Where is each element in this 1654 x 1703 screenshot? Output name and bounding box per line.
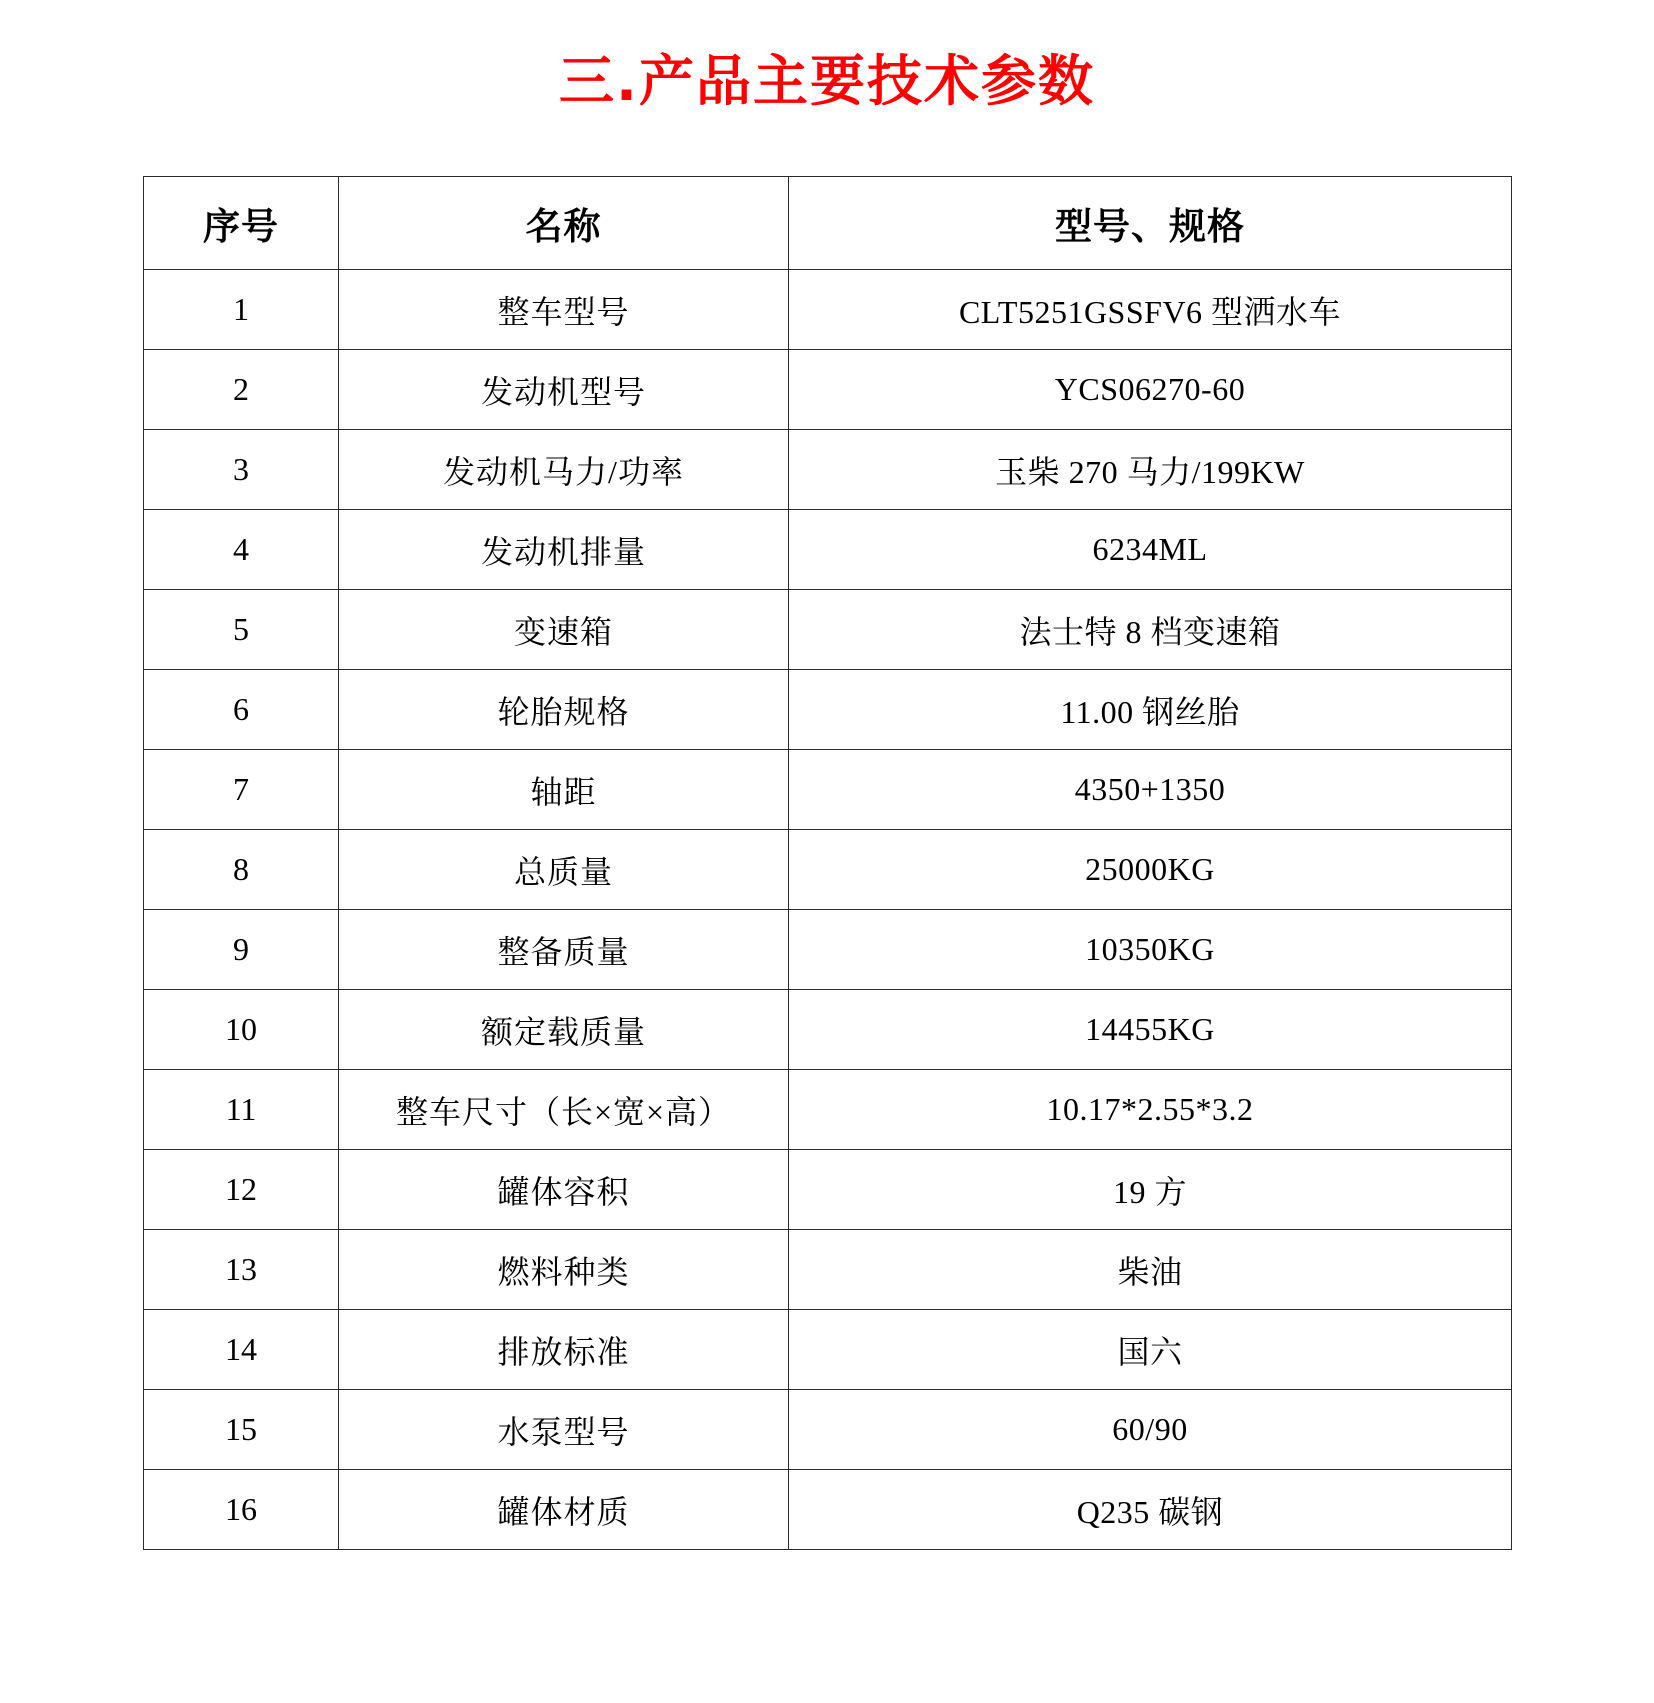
cell-name: 整备质量 <box>339 910 789 990</box>
cell-spec: 玉柴 270 马力/199KW <box>789 430 1512 510</box>
cell-index: 15 <box>144 1390 339 1470</box>
table-row <box>144 430 1512 510</box>
cell-index: 2 <box>144 350 339 430</box>
cell-spec: 10.17*2.55*3.2 <box>789 1070 1512 1150</box>
cell-spec: 14455KG <box>789 990 1512 1070</box>
cell-name: 发动机马力/功率 <box>339 430 789 510</box>
cell-spec: 25000KG <box>789 830 1512 910</box>
cell-index: 8 <box>144 830 339 910</box>
cell-index: 1 <box>144 270 339 350</box>
table-row <box>144 350 1512 430</box>
cell-index: 14 <box>144 1310 339 1390</box>
table-header-row <box>144 177 1512 270</box>
cell-name: 轮胎规格 <box>339 670 789 750</box>
cell-index: 6 <box>144 670 339 750</box>
cell-name: 排放标准 <box>339 1310 789 1390</box>
table-row <box>144 590 1512 670</box>
cell-index: 7 <box>144 750 339 830</box>
table-body <box>144 270 1512 1550</box>
column-header-index: 序号 <box>144 177 339 270</box>
cell-spec: 19 方 <box>789 1150 1512 1230</box>
cell-index: 13 <box>144 1230 339 1310</box>
cell-spec: Q235 碳钢 <box>789 1470 1512 1550</box>
column-header-name: 名称 <box>339 177 789 270</box>
cell-index: 3 <box>144 430 339 510</box>
cell-name: 轴距 <box>339 750 789 830</box>
table-row <box>144 1230 1512 1310</box>
table-head <box>144 177 1512 270</box>
cell-name: 水泵型号 <box>339 1390 789 1470</box>
cell-spec: CLT5251GSSFV6 型洒水车 <box>789 270 1512 350</box>
cell-spec: 柴油 <box>789 1230 1512 1310</box>
table-row <box>144 670 1512 750</box>
table-row <box>144 1470 1512 1550</box>
table-row <box>144 910 1512 990</box>
cell-name: 燃料种类 <box>339 1230 789 1310</box>
table-row <box>144 830 1512 910</box>
table-row <box>144 990 1512 1070</box>
cell-name: 整车型号 <box>339 270 789 350</box>
table-row <box>144 750 1512 830</box>
cell-name: 罐体材质 <box>339 1470 789 1550</box>
cell-spec: YCS06270-60 <box>789 350 1512 430</box>
cell-name: 发动机型号 <box>339 350 789 430</box>
cell-name: 额定载质量 <box>339 990 789 1070</box>
cell-name: 罐体容积 <box>339 1150 789 1230</box>
cell-index: 11 <box>144 1070 339 1150</box>
cell-spec: 10350KG <box>789 910 1512 990</box>
spec-table <box>143 176 1512 1550</box>
cell-spec: 4350+1350 <box>789 750 1512 830</box>
cell-spec: 11.00 钢丝胎 <box>789 670 1512 750</box>
table-row <box>144 510 1512 590</box>
cell-spec: 国六 <box>789 1310 1512 1390</box>
cell-index: 5 <box>144 590 339 670</box>
spec-table-container <box>143 176 1511 1550</box>
cell-index: 12 <box>144 1150 339 1230</box>
table-row <box>144 1310 1512 1390</box>
page-title: 三.产品主要技术参数 <box>559 49 1095 113</box>
table-row <box>144 1390 1512 1470</box>
table-row <box>144 1070 1512 1150</box>
cell-name: 总质量 <box>339 830 789 910</box>
cell-spec: 60/90 <box>789 1390 1512 1470</box>
cell-name: 整车尺寸（长×宽×高） <box>339 1070 789 1150</box>
cell-spec: 法士特 8 档变速箱 <box>789 590 1512 670</box>
cell-index: 10 <box>144 990 339 1070</box>
table-row <box>144 270 1512 350</box>
table-row <box>144 1150 1512 1230</box>
cell-index: 4 <box>144 510 339 590</box>
column-header-spec: 型号、规格 <box>789 177 1512 270</box>
cell-name: 变速箱 <box>339 590 789 670</box>
cell-index: 16 <box>144 1470 339 1550</box>
cell-name: 发动机排量 <box>339 510 789 590</box>
cell-index: 9 <box>144 910 339 990</box>
cell-spec: 6234ML <box>789 510 1512 590</box>
